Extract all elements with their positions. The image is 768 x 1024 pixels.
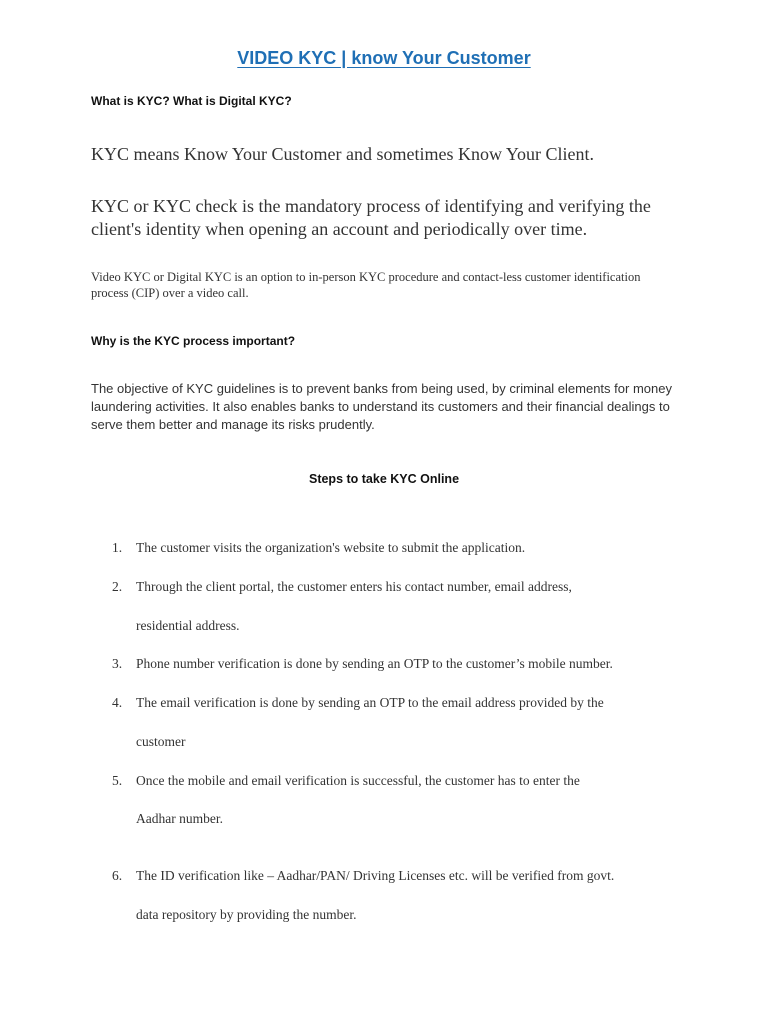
step-number: 4. <box>112 695 123 710</box>
paragraph-kyc-check: KYC or KYC check is the mandatory process of identifying and verifying the client's identity when opening an account and periodically over time. <box>91 196 651 239</box>
step-number: 3. <box>112 656 123 671</box>
step-text-continued: data repository by providing the number. <box>136 907 357 922</box>
paragraph-kyc-meaning: KYC means Know Your Customer and sometimes Know Your Client. <box>91 144 595 164</box>
step-text: Phone number verification is done by sending an OTP to the customer’s mobile number. <box>136 656 613 671</box>
step-text-continued: customer <box>136 734 186 749</box>
step-text-continued: Aadhar number. <box>136 811 223 826</box>
step-text: Once the mobile and email verification is successful, the customer has to enter the <box>136 773 580 788</box>
step-text: The customer visits the organization's website to submit the application. <box>136 540 526 555</box>
paragraph-video-kyc: Video KYC or Digital KYC is an option to in-person KYC procedure and contact-less customer identification process (CIP) over a video call. <box>91 270 641 300</box>
step-number: 6. <box>112 868 123 883</box>
steps-heading: Steps to take KYC Online <box>308 472 460 486</box>
step-text: Through the client portal, the customer enters his contact number, email address, <box>136 579 572 594</box>
step-number: 5. <box>112 773 123 788</box>
step-text: The ID verification like – Aadhar/PAN/ Driving Licenses etc. will be verified from govt. <box>136 868 615 883</box>
step-text: The email verification is done by sending an OTP to the email address provided by the <box>136 695 604 710</box>
section-heading-why-kyc: Why is the KYC process important? <box>91 334 296 348</box>
step-text-continued: residential address. <box>136 618 240 633</box>
step-number: 1. <box>112 540 123 555</box>
paragraph-kyc-objective: The objective of KYC guidelines is to prevent banks from being used, by criminal elements for money laundering activities. It also enables banks to understand its customers and their financial dealings to serve them better and manage its risks prudently. <box>91 381 672 432</box>
section-heading-what-is-kyc: What is KYC? What is Digital KYC? <box>91 94 292 108</box>
page-title[interactable]: VIDEO KYC | know Your Customer <box>237 48 531 68</box>
step-number: 2. <box>112 579 123 594</box>
